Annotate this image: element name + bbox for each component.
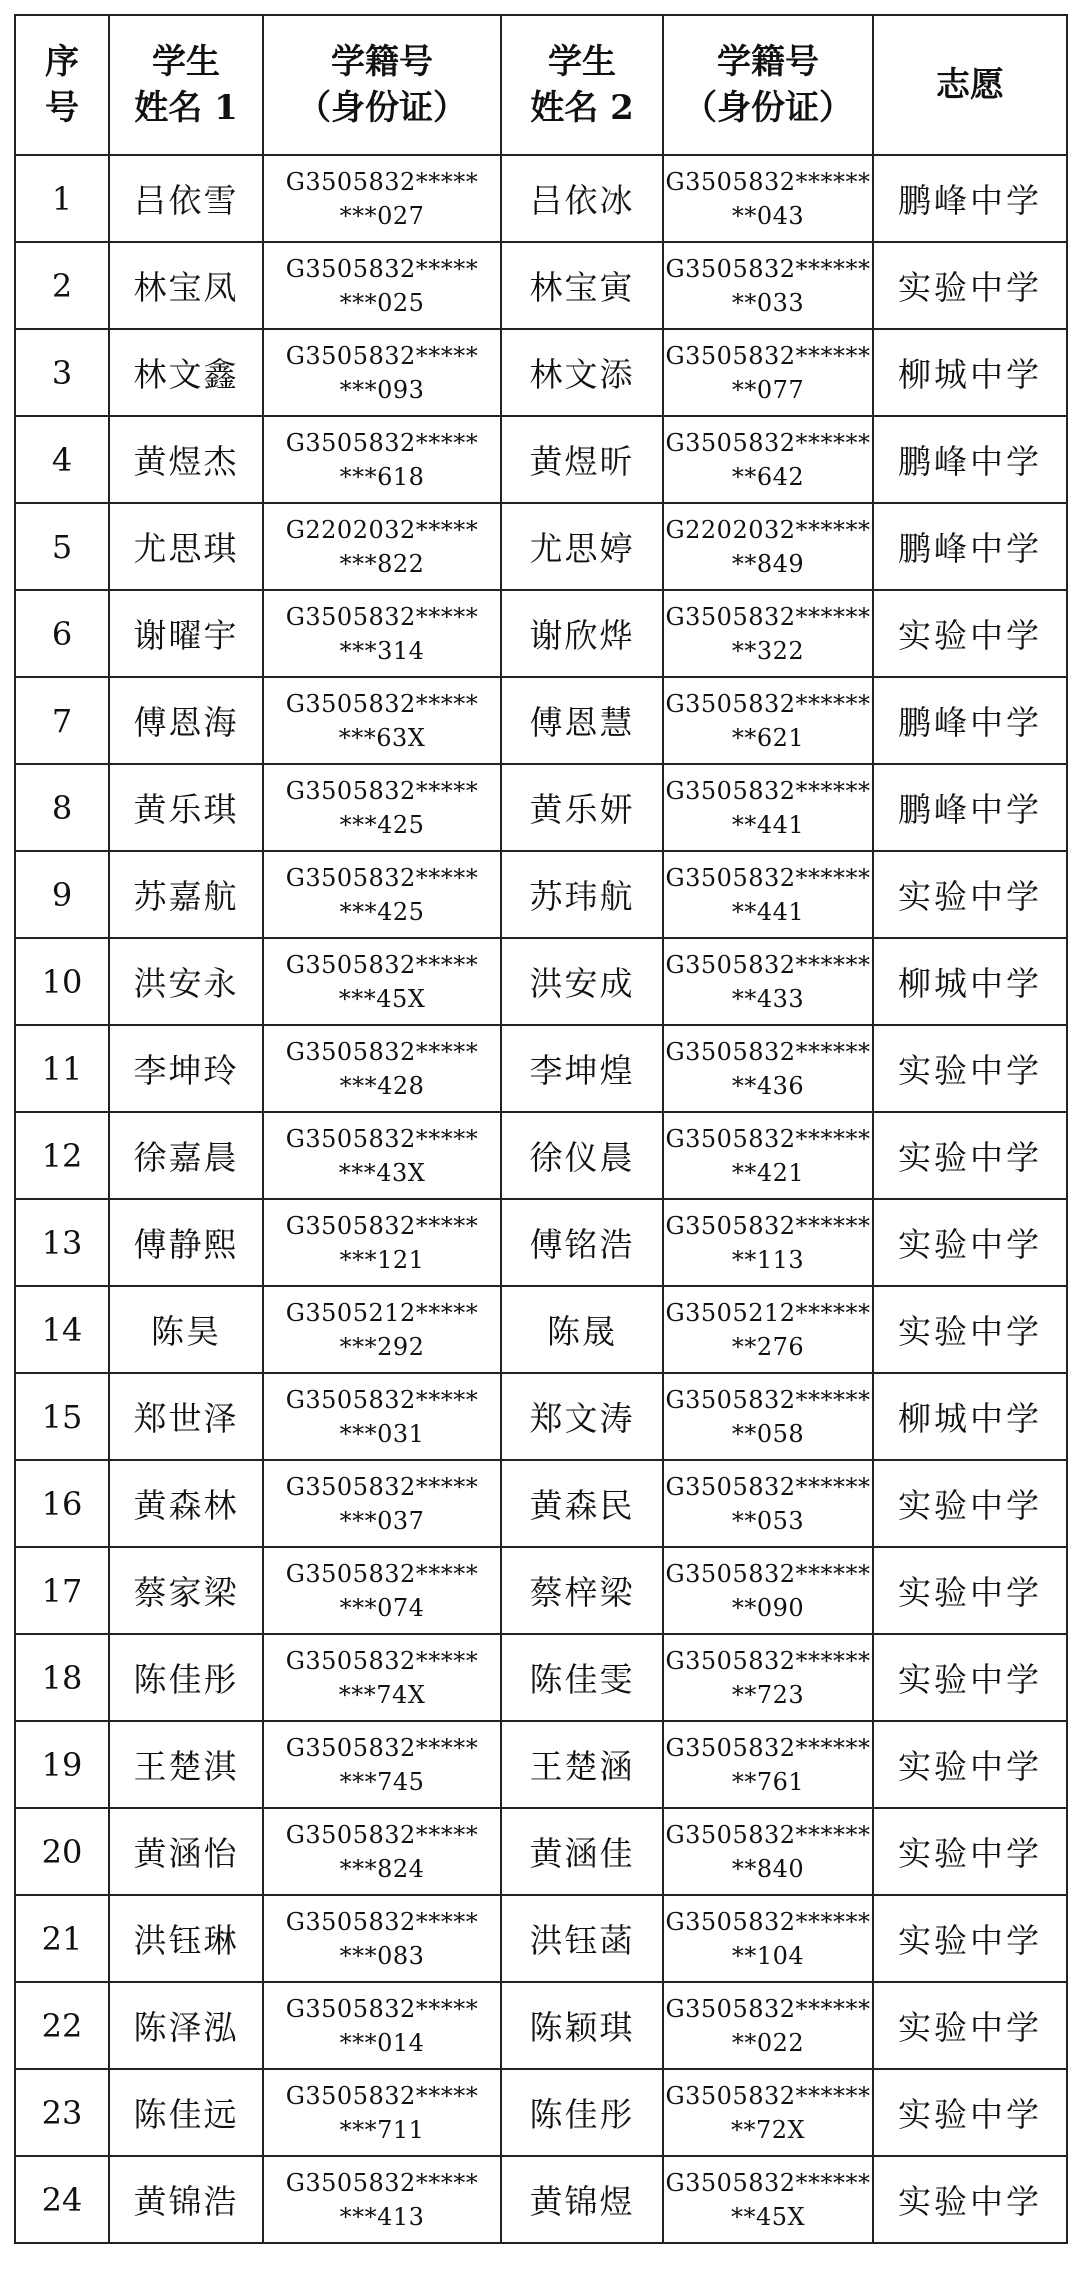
cell-id1: [263, 2156, 501, 2243]
cell-no: 6: [15, 590, 109, 677]
cell-id1: [263, 938, 501, 1025]
id2-line-1: G3505832******: [665, 1994, 871, 2023]
cell-name1: 郑世泽: [109, 1373, 263, 1460]
cell-id1: [263, 1721, 501, 1808]
cell-id2: [663, 242, 873, 329]
cell-name2: 洪钰菡: [501, 1895, 663, 1982]
cell-name1: 吕依雪: [109, 155, 263, 242]
table-row: [15, 1895, 1067, 1982]
id2-line-2: **113: [731, 1245, 805, 1274]
id1-line-2: ***74X: [338, 1680, 426, 1709]
cell-name1: 蔡家梁: [109, 1547, 263, 1634]
cell-id2: [663, 1721, 873, 1808]
cell-name2: 傅铭浩: [501, 1199, 663, 1286]
id1-line-2: ***121: [339, 1245, 425, 1274]
cell-id1: [263, 1808, 501, 1895]
cell-name2: 黄乐妍: [501, 764, 663, 851]
table-row: [15, 1547, 1067, 1634]
id1-line-1: G3505832*****: [285, 602, 479, 631]
cell-choice: 实验中学: [873, 590, 1067, 677]
cell-id2: [663, 503, 873, 590]
id1-line-1: G3505832*****: [285, 1472, 479, 1501]
cell-id2: [663, 1025, 873, 1112]
table-row: [15, 242, 1067, 329]
id2-line-2: **72X: [730, 2115, 806, 2144]
cell-id1: [263, 1286, 501, 1373]
cell-no: 2: [15, 242, 109, 329]
cell-name2: 傅恩慧: [501, 677, 663, 764]
cell-name2: 谢欣烨: [501, 590, 663, 677]
cell-choice: 鹏峰中学: [873, 155, 1067, 242]
header-name1: 学生 姓名 1: [109, 15, 263, 155]
header-id1: 学籍号 （身份证）: [263, 15, 501, 155]
id2-line-1: G3505832******: [665, 2081, 871, 2110]
id1-line-1: G3505832*****: [285, 428, 479, 457]
id1-line-2: ***618: [339, 462, 425, 491]
table-row: [15, 677, 1067, 764]
cell-name1: 徐嘉晨: [109, 1112, 263, 1199]
cell-id2: [663, 1460, 873, 1547]
table-row: [15, 1982, 1067, 2069]
cell-id1: [263, 1025, 501, 1112]
id1-line-2: ***292: [339, 1332, 425, 1361]
header-no: 序 号: [15, 15, 109, 155]
cell-id1: [263, 155, 501, 242]
cell-no: 7: [15, 677, 109, 764]
id1-line-2: ***711: [339, 2115, 425, 2144]
id1-line-2: ***822: [339, 549, 425, 578]
id2-line-1: G3505832******: [665, 776, 871, 805]
cell-no: 13: [15, 1199, 109, 1286]
id1-line-2: ***43X: [338, 1158, 426, 1187]
id2-line-1: G3505832******: [665, 167, 871, 196]
cell-name2: 徐仪晨: [501, 1112, 663, 1199]
id1-line-2: ***425: [339, 897, 425, 926]
header-id2: 学籍号 （身份证）: [663, 15, 873, 155]
id2-line-2: **421: [731, 1158, 805, 1187]
id2-line-2: **840: [731, 1854, 805, 1883]
id2-line-1: G2202032******: [665, 515, 871, 544]
table-row: [15, 1112, 1067, 1199]
header-choice: 志愿: [873, 15, 1067, 155]
cell-id2: [663, 2069, 873, 2156]
cell-name1: 陈佳远: [109, 2069, 263, 2156]
cell-name2: 蔡梓梁: [501, 1547, 663, 1634]
cell-no: 10: [15, 938, 109, 1025]
header-name2: 学生 姓名 2: [501, 15, 663, 155]
cell-id2: [663, 1634, 873, 1721]
id1-line-1: G3505832*****: [285, 1820, 479, 1849]
id1-line-1: G3505832*****: [285, 1385, 479, 1414]
cell-id1: [263, 1895, 501, 1982]
cell-name2: 黄森民: [501, 1460, 663, 1547]
cell-choice: 实验中学: [873, 1982, 1067, 2069]
cell-name1: 傅恩海: [109, 677, 263, 764]
id1-line-1: G3505212*****: [285, 1298, 479, 1327]
cell-id1: [263, 416, 501, 503]
id1-line-1: G3505832*****: [285, 776, 479, 805]
cell-name2: 林宝寅: [501, 242, 663, 329]
cell-no: 19: [15, 1721, 109, 1808]
id1-line-1: G3505832*****: [285, 1907, 479, 1936]
table-row: [15, 590, 1067, 677]
id2-line-1: G3505832******: [665, 1646, 871, 1675]
cell-id1: [263, 590, 501, 677]
id2-line-1: G3505832******: [665, 1385, 871, 1414]
id1-line-1: G2202032*****: [285, 515, 479, 544]
table-row: [15, 1025, 1067, 1112]
id2-line-1: G3505832******: [665, 863, 871, 892]
cell-name1: 李坤玲: [109, 1025, 263, 1112]
id1-line-1: G3505832*****: [285, 2081, 479, 2110]
cell-no: 21: [15, 1895, 109, 1982]
cell-no: 14: [15, 1286, 109, 1373]
cell-no: 17: [15, 1547, 109, 1634]
cell-choice: 实验中学: [873, 1112, 1067, 1199]
cell-choice: 柳城中学: [873, 1373, 1067, 1460]
cell-id1: [263, 1112, 501, 1199]
cell-id2: [663, 1547, 873, 1634]
cell-name1: 傅静熙: [109, 1199, 263, 1286]
cell-no: 16: [15, 1460, 109, 1547]
cell-no: 24: [15, 2156, 109, 2243]
cell-choice: 实验中学: [873, 1199, 1067, 1286]
cell-name2: 李坤煌: [501, 1025, 663, 1112]
table-row: [15, 503, 1067, 590]
id1-line-1: G3505832*****: [285, 950, 479, 979]
id2-line-2: **077: [731, 375, 805, 404]
cell-name2: 陈晟: [501, 1286, 663, 1373]
cell-id2: [663, 590, 873, 677]
cell-no: 1: [15, 155, 109, 242]
cell-choice: 实验中学: [873, 1808, 1067, 1895]
table-row: [15, 2069, 1067, 2156]
id2-line-1: G3505832******: [665, 254, 871, 283]
id2-line-1: G3505832******: [665, 1907, 871, 1936]
cell-id2: [663, 851, 873, 938]
id2-line-2: **45X: [730, 2202, 806, 2231]
id2-line-2: **441: [731, 810, 805, 839]
cell-id2: [663, 155, 873, 242]
cell-id2: [663, 1286, 873, 1373]
cell-name1: 林宝凤: [109, 242, 263, 329]
id1-line-1: G3505832*****: [285, 689, 479, 718]
table-row: [15, 1721, 1067, 1808]
id1-line-2: ***63X: [338, 723, 426, 752]
id1-line-2: ***428: [339, 1071, 425, 1100]
cell-no: 23: [15, 2069, 109, 2156]
cell-choice: 实验中学: [873, 1547, 1067, 1634]
cell-name2: 陈颖琪: [501, 1982, 663, 2069]
table-row: [15, 764, 1067, 851]
cell-id1: [263, 329, 501, 416]
table-header: [15, 15, 1067, 155]
table-row: [15, 1199, 1067, 1286]
cell-id1: [263, 1547, 501, 1634]
id2-line-1: G3505212******: [665, 1298, 871, 1327]
cell-name1: 黄乐琪: [109, 764, 263, 851]
id2-line-2: **642: [731, 462, 805, 491]
cell-name1: 王楚淇: [109, 1721, 263, 1808]
cell-no: 8: [15, 764, 109, 851]
cell-name1: 黄森林: [109, 1460, 263, 1547]
cell-no: 3: [15, 329, 109, 416]
cell-name1: 黄煜杰: [109, 416, 263, 503]
cell-id2: [663, 938, 873, 1025]
id2-line-2: **436: [731, 1071, 805, 1100]
table-row: [15, 938, 1067, 1025]
id1-line-2: ***093: [339, 375, 425, 404]
cell-choice: 鹏峰中学: [873, 416, 1067, 503]
id2-line-2: **621: [731, 723, 805, 752]
id2-line-1: G3505832******: [665, 2168, 871, 2197]
cell-choice: 实验中学: [873, 1286, 1067, 1373]
cell-choice: 柳城中学: [873, 938, 1067, 1025]
cell-name2: 黄涵佳: [501, 1808, 663, 1895]
id1-line-1: G3505832*****: [285, 863, 479, 892]
id1-line-2: ***031: [339, 1419, 425, 1448]
id1-line-2: ***45X: [338, 984, 426, 1013]
cell-id1: [263, 677, 501, 764]
cell-choice: 鹏峰中学: [873, 677, 1067, 764]
id1-line-2: ***413: [339, 2202, 425, 2231]
id2-line-2: **104: [731, 1941, 805, 1970]
cell-id2: [663, 1199, 873, 1286]
cell-id1: [263, 1634, 501, 1721]
cell-choice: 实验中学: [873, 851, 1067, 938]
cell-name1: 林文鑫: [109, 329, 263, 416]
cell-id2: [663, 1112, 873, 1199]
student-table: [14, 14, 1068, 2244]
table-row: [15, 1634, 1067, 1721]
id2-line-1: G3505832******: [665, 1037, 871, 1066]
cell-no: 18: [15, 1634, 109, 1721]
cell-name2: 洪安成: [501, 938, 663, 1025]
cell-name1: 洪安永: [109, 938, 263, 1025]
id1-line-1: G3505832*****: [285, 1994, 479, 2023]
cell-name1: 陈泽泓: [109, 1982, 263, 2069]
id2-line-1: G3505832******: [665, 341, 871, 370]
id2-line-2: **090: [731, 1593, 805, 1622]
cell-choice: 实验中学: [873, 1721, 1067, 1808]
id1-line-1: G3505832*****: [285, 1646, 479, 1675]
cell-id1: [263, 1460, 501, 1547]
cell-choice: 实验中学: [873, 2069, 1067, 2156]
cell-choice: 柳城中学: [873, 329, 1067, 416]
cell-name2: 吕依冰: [501, 155, 663, 242]
cell-id1: [263, 764, 501, 851]
table-row: [15, 155, 1067, 242]
table-row: [15, 1460, 1067, 1547]
table-row: [15, 851, 1067, 938]
cell-id2: [663, 1895, 873, 1982]
id2-line-2: **043: [731, 201, 805, 230]
id2-line-1: G3505832******: [665, 1211, 871, 1240]
cell-id2: [663, 764, 873, 851]
cell-name2: 林文添: [501, 329, 663, 416]
id1-line-1: G3505832*****: [285, 341, 479, 370]
id1-line-1: G3505832*****: [285, 254, 479, 283]
table-body: [15, 155, 1067, 2243]
cell-name1: 洪钰琳: [109, 1895, 263, 1982]
cell-choice: 实验中学: [873, 2156, 1067, 2243]
table-row: [15, 2156, 1067, 2243]
id2-line-2: **723: [731, 1680, 805, 1709]
id2-line-1: G3505832******: [665, 1733, 871, 1762]
cell-choice: 实验中学: [873, 1634, 1067, 1721]
cell-no: 5: [15, 503, 109, 590]
table-row: [15, 1286, 1067, 1373]
cell-name1: 谢曜宇: [109, 590, 263, 677]
cell-id2: [663, 1808, 873, 1895]
cell-name2: 尤思婷: [501, 503, 663, 590]
cell-id2: [663, 2156, 873, 2243]
cell-choice: 实验中学: [873, 1460, 1067, 1547]
id2-line-2: **022: [731, 2028, 805, 2057]
id2-line-1: G3505832******: [665, 1472, 871, 1501]
cell-id2: [663, 1373, 873, 1460]
cell-name2: 陈佳彤: [501, 2069, 663, 2156]
id2-line-2: **053: [731, 1506, 805, 1535]
cell-name1: 陈佳彤: [109, 1634, 263, 1721]
cell-no: 11: [15, 1025, 109, 1112]
cell-id1: [263, 1373, 501, 1460]
id2-line-1: G3505832******: [665, 950, 871, 979]
id1-line-2: ***745: [339, 1767, 425, 1796]
cell-choice: 实验中学: [873, 242, 1067, 329]
id2-line-2: **033: [731, 288, 805, 317]
id1-line-2: ***025: [339, 288, 425, 317]
id2-line-2: **761: [731, 1767, 805, 1796]
cell-no: 9: [15, 851, 109, 938]
cell-no: 20: [15, 1808, 109, 1895]
table-row: [15, 329, 1067, 416]
cell-name1: 陈昊: [109, 1286, 263, 1373]
id1-line-1: G3505832*****: [285, 1211, 479, 1240]
cell-name2: 王楚涵: [501, 1721, 663, 1808]
cell-id1: [263, 503, 501, 590]
id2-line-1: G3505832******: [665, 1559, 871, 1588]
id1-line-1: G3505832*****: [285, 1037, 479, 1066]
id1-line-2: ***314: [339, 636, 425, 665]
cell-id1: [263, 1199, 501, 1286]
cell-no: 4: [15, 416, 109, 503]
cell-no: 22: [15, 1982, 109, 2069]
id1-line-2: ***014: [339, 2028, 425, 2057]
id2-line-2: **433: [731, 984, 805, 1013]
id2-line-1: G3505832******: [665, 689, 871, 718]
cell-id1: [263, 2069, 501, 2156]
table-row: [15, 1808, 1067, 1895]
cell-name1: 苏嘉航: [109, 851, 263, 938]
id2-line-1: G3505832******: [665, 602, 871, 631]
document-page: [14, 14, 1066, 2256]
id2-line-2: **058: [731, 1419, 805, 1448]
cell-id2: [663, 329, 873, 416]
id1-line-1: G3505832*****: [285, 167, 479, 196]
cell-no: 12: [15, 1112, 109, 1199]
id1-line-1: G3505832*****: [285, 1733, 479, 1762]
table-row: [15, 1373, 1067, 1460]
cell-name2: 陈佳雯: [501, 1634, 663, 1721]
id1-line-2: ***824: [339, 1854, 425, 1883]
cell-name2: 郑文涛: [501, 1373, 663, 1460]
cell-no: 15: [15, 1373, 109, 1460]
cell-choice: 鹏峰中学: [873, 764, 1067, 851]
id1-line-2: ***074: [339, 1593, 425, 1622]
cell-name2: 苏玮航: [501, 851, 663, 938]
cell-choice: 实验中学: [873, 1025, 1067, 1112]
id2-line-2: **276: [731, 1332, 805, 1361]
cell-choice: 鹏峰中学: [873, 503, 1067, 590]
id2-line-1: G3505832******: [665, 428, 871, 457]
cell-choice: 实验中学: [873, 1895, 1067, 1982]
id2-line-2: **441: [731, 897, 805, 926]
cell-name1: 黄锦浩: [109, 2156, 263, 2243]
cell-name2: 黄煜昕: [501, 416, 663, 503]
id2-line-2: **322: [731, 636, 805, 665]
cell-id1: [263, 1982, 501, 2069]
header-row: [15, 15, 1067, 155]
id1-line-2: ***037: [339, 1506, 425, 1535]
cell-id2: [663, 677, 873, 764]
id1-line-2: ***425: [339, 810, 425, 839]
cell-name1: 尤思琪: [109, 503, 263, 590]
id2-line-1: G3505832******: [665, 1124, 871, 1153]
table-row: [15, 416, 1067, 503]
id2-line-1: G3505832******: [665, 1820, 871, 1849]
cell-id2: [663, 416, 873, 503]
cell-name2: 黄锦煜: [501, 2156, 663, 2243]
id2-line-2: **849: [731, 549, 805, 578]
cell-id1: [263, 851, 501, 938]
id1-line-1: G3505832*****: [285, 1559, 479, 1588]
cell-id1: [263, 242, 501, 329]
id1-line-1: G3505832*****: [285, 2168, 479, 2197]
id1-line-1: G3505832*****: [285, 1124, 479, 1153]
id1-line-2: ***027: [339, 201, 425, 230]
cell-name1: 黄涵怡: [109, 1808, 263, 1895]
id1-line-2: ***083: [339, 1941, 425, 1970]
cell-id2: [663, 1982, 873, 2069]
